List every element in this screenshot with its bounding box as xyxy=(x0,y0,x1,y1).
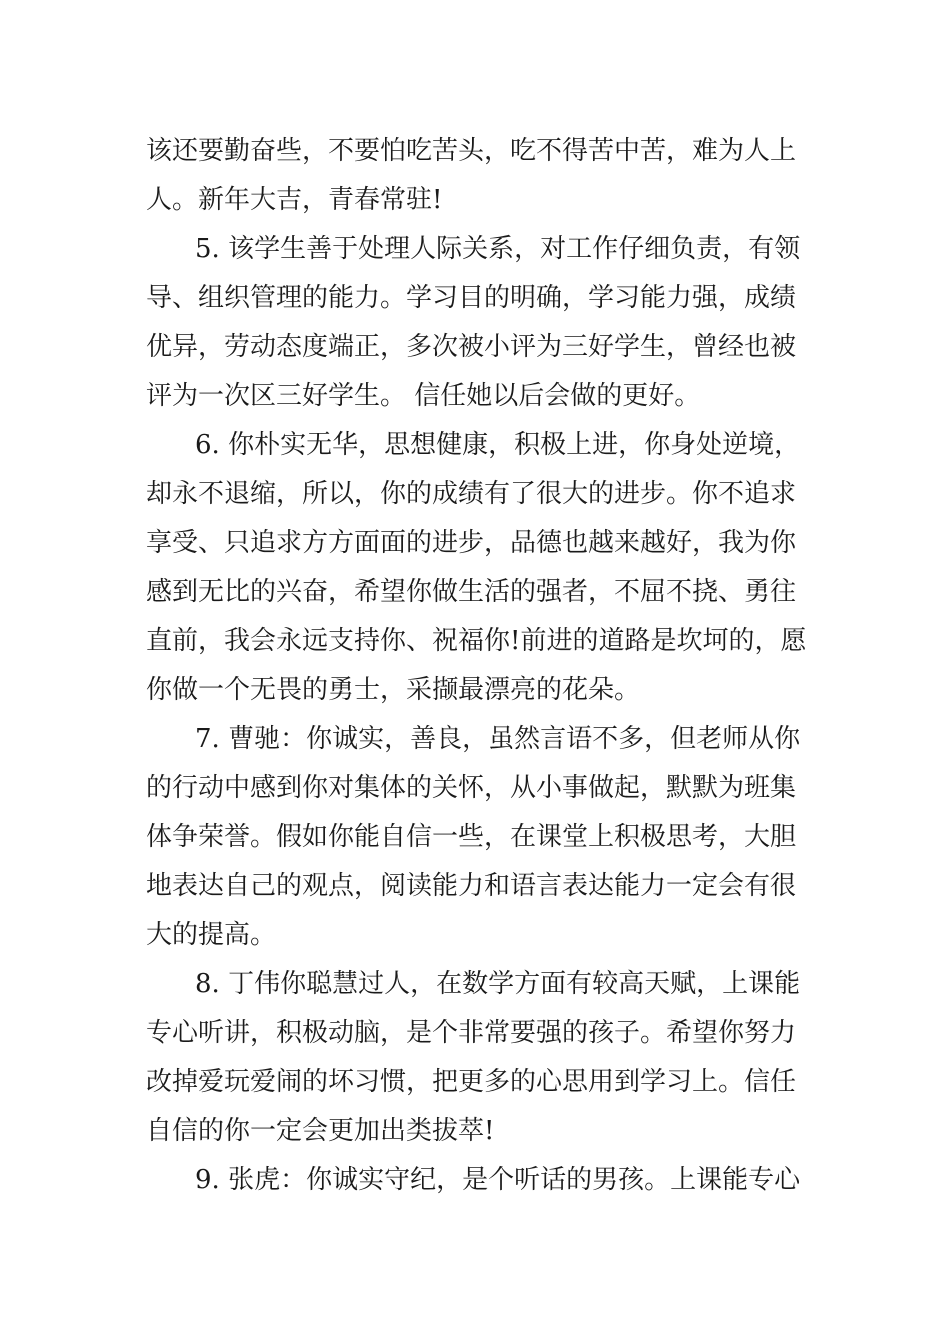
paragraph-line: 评为一次区三好学生。 信任她以后会做的更好。 xyxy=(146,381,701,411)
paragraph-line-first: 6. 你朴实无华，思想健康，积极上进，你身处逆境， xyxy=(195,430,801,460)
paragraph-line: 体争荣誉。假如你能自信一些，在课堂上积极思考，大胆 xyxy=(146,822,797,852)
paragraph-line: 你做一个无畏的勇士，采撷最漂亮的花朵。 xyxy=(146,675,641,705)
paragraph-line: 大的提高。 xyxy=(146,920,277,950)
paragraph-line: 自信的你一定会更加出类拔萃! xyxy=(146,1116,495,1146)
paragraph-line-first: 8. 丁伟你聪慧过人，在数学方面有较高天赋，上课能 xyxy=(195,969,801,999)
paragraph-line-first: 9. 张虎：你诚实守纪，是个听话的男孩。上课能专心 xyxy=(195,1165,801,1195)
paragraph-line-first: 5. 该学生善于处理人际关系，对工作仔细负责，有领 xyxy=(195,234,801,264)
paragraph-line: 直前，我会永远支持你、祝福你!前进的道路是坎坷的，愿 xyxy=(146,626,807,656)
paragraph-line: 地表达自己的观点，阅读能力和语言表达能力一定会有很 xyxy=(146,871,797,901)
paragraph-line: 改掉爱玩爱闹的坏习惯，把更多的心思用到学习上。信任 xyxy=(146,1067,797,1097)
paragraph-line: 专心听讲，积极动脑，是个非常要强的孩子。希望你努力 xyxy=(146,1018,797,1048)
paragraph-line-first: 7. 曹驰：你诚实，善良，虽然言语不多，但老师从你 xyxy=(195,724,801,754)
paragraph-line: 却永不退缩，所以，你的成绩有了很大的进步。你不追求 xyxy=(146,479,797,509)
paragraph-line: 感到无比的兴奋，希望你做生活的强者，不屈不挠、勇往 xyxy=(146,577,797,607)
paragraph-line: 导、组织管理的能力。学习目的明确，学习能力强，成绩 xyxy=(146,283,797,313)
paragraph-line: 享受、只追求方方面面的进步，品德也越来越好，我为你 xyxy=(146,528,797,558)
paragraph-line: 人。新年大吉，青春常驻! xyxy=(146,185,443,215)
paragraph-line: 的行动中感到你对集体的关怀，从小事做起，默默为班集 xyxy=(146,773,797,803)
paragraph-line: 优异，劳动态度端正，多次被小评为三好学生，曾经也被 xyxy=(146,332,797,362)
paragraph-line: 该还要勤奋些，不要怕吃苦头，吃不得苦中苦，难为人上 xyxy=(146,136,797,166)
